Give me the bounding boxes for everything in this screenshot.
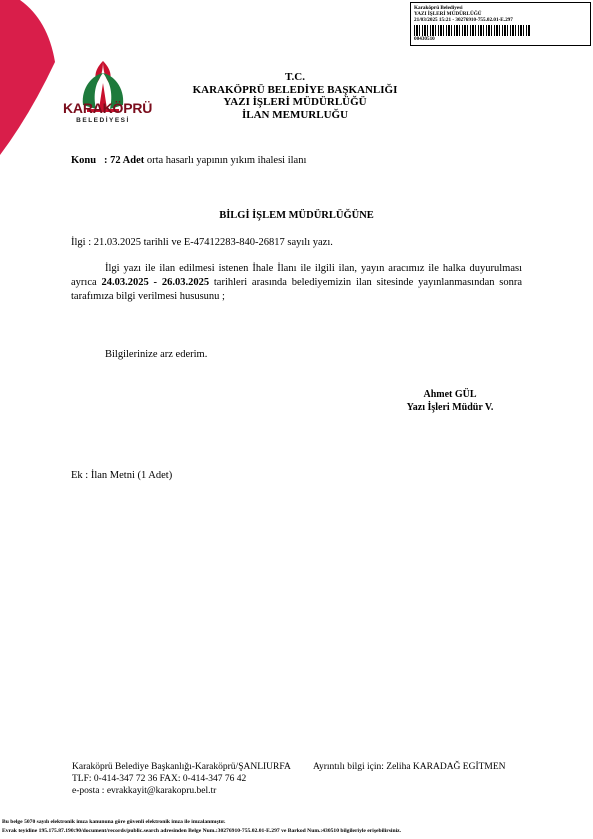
- subject-separator: :: [103, 155, 108, 166]
- signer-name: Ahmet GÜL: [423, 389, 477, 400]
- stamp-ref: 21/03/2025 15:21 - 30276910-755.02.01-E.297: [414, 17, 513, 23]
- logo-text: [63, 100, 153, 124]
- document-stamp: [410, 2, 591, 46]
- footer-phone: TLF: 0-414-347 72 36 FAX: 0-414-347 76 42: [72, 774, 247, 784]
- stamp-org: Karaköprü Belediyesi: [414, 5, 463, 11]
- logo-name: KARAKÖPRÜ: [63, 100, 153, 116]
- e-signature-note-line-2: Evrak teyidine 195.175.87.190:90/document/records/public.search adresinden Belge Num.:30276910-755.02.01-E.297 ve Barkod Num.:430510 bilgileriyle erişebilirsiniz.: [2, 828, 402, 834]
- attachment-line: Ek : İlan Metni (1 Adet): [71, 470, 173, 481]
- closing-line: Bilgilerinize arz ederim.: [105, 349, 208, 360]
- header-line-1: T.C.: [285, 71, 305, 83]
- header-line-3: YAZI İŞLERİ MÜDÜRLÜĞÜ: [223, 96, 367, 108]
- subject-label: Konu: [71, 155, 97, 166]
- paragraph-part-2: tarihleri arasında belediyemizin ilan sitesinde yayınlanmasından sonra tarafımıza bilgi verilmesi hususunu ;: [71, 277, 523, 302]
- header-line-4: İLAN MEMURLUĞU: [241, 108, 349, 121]
- signature-block: [380, 389, 520, 414]
- paragraph-dates: 24.03.2025 - 26.03.2025: [101, 277, 210, 288]
- letterhead: [150, 71, 440, 121]
- subject-line: [71, 155, 306, 166]
- subject-count: 72 Adet: [110, 155, 145, 166]
- signer-title: Yazı İşleri Müdür V.: [406, 401, 494, 413]
- footer-contact-info: Ayrıntılı bilgi için: Zeliha KARADAĞ EGİTMEN: [313, 762, 506, 772]
- stamp-code: 00430510: [414, 36, 435, 42]
- stamp-dept: YAZI İŞLERİ MÜDÜRLÜĞÜ: [414, 11, 482, 17]
- addressee: BİLGİ İŞLEM MÜDÜRLÜĞÜNE: [219, 210, 374, 221]
- corner-decoration: [0, 0, 60, 160]
- footer: [72, 761, 506, 797]
- body-paragraph: [71, 262, 522, 304]
- reference-line: İlgi : 21.03.2025 tarihli ve E-47412283-840-26817 sayılı yazı.: [71, 237, 333, 248]
- subject-text: orta hasarlı yapının yıkım ihalesi ilanı: [146, 155, 307, 166]
- e-signature-note: [0, 818, 593, 836]
- barcode: [414, 25, 530, 36]
- footer-address: Karaköprü Belediye Başkanlığı-Karaköprü/ŞANLIURFA: [72, 762, 291, 772]
- paragraph-part-1: İlgi yazı ile ilan edilmesi istenen İhale İlanı ile ilgili ilan, yayın aracımız ile halka duyurulması ayrıca: [71, 263, 522, 288]
- e-signature-note-line-1: Bu belge 5070 sayılı elektronik imza kanununa göre güvenli elektronik imza ile imzalanmıştır.: [2, 819, 226, 825]
- logo-subtitle: BELEDİYESİ: [76, 117, 130, 124]
- footer-email[interactable]: e-posta : evrakkayit@karakopru.bel.tr: [72, 786, 217, 796]
- header-line-2: KARAKÖPRÜ BELEDİYE BAŞKANLIĞI: [192, 83, 398, 96]
